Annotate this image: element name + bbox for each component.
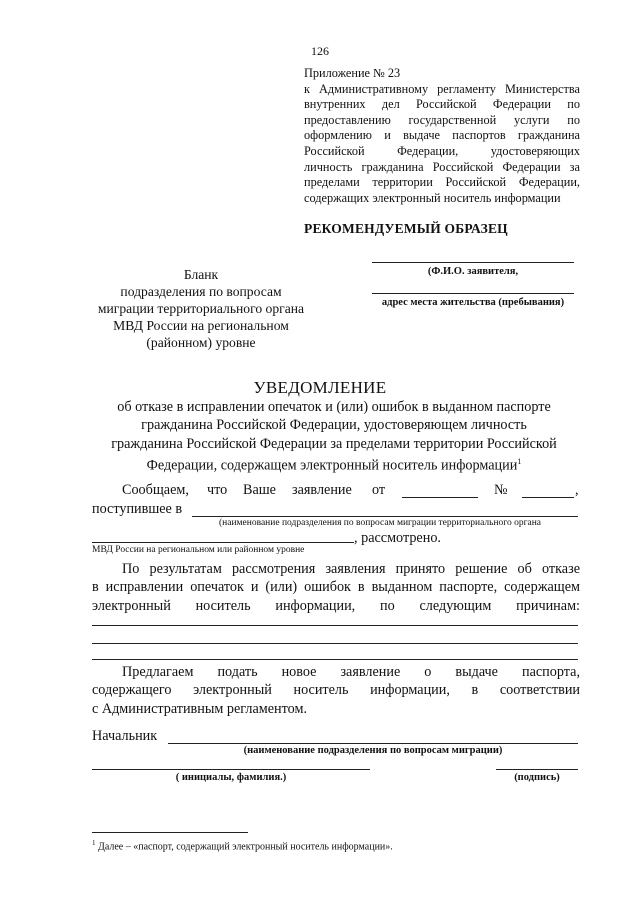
annex-line: содержащих электронный носитель информации — [304, 190, 561, 205]
subtitle-line: гражданина Российской Федерации за пределами территории Российской — [111, 435, 557, 452]
page-number: 126 — [311, 44, 329, 58]
annex-line: оформлению и выдаче паспортов гражданина — [304, 128, 580, 143]
department-letterhead — [86, 266, 316, 351]
applicant-name-line — [372, 262, 574, 263]
letterhead-line: МВД России на региональном — [113, 318, 289, 333]
chief-name-caption: ( инициалы, фамилия.) — [175, 772, 287, 783]
report-word: от — [372, 482, 386, 498]
offer-line: содержащего электронный носитель информации, в соответствии — [92, 682, 580, 699]
report-word: Сообщаем, — [122, 482, 189, 498]
decision-line: По результатам рассмотрения заявления принято решение об отказе — [122, 561, 580, 577]
letterhead-line: миграции территориального органа — [97, 301, 305, 316]
report-word: Ваше — [243, 482, 276, 498]
signature-line[interactable] — [496, 769, 578, 770]
application-date-line[interactable] — [402, 497, 478, 498]
chief-department-caption: (наименование подразделения по вопросам миграции) — [243, 745, 503, 756]
annex-line: предоставлению государственной услуги по — [304, 112, 580, 127]
annex-header — [304, 66, 580, 206]
mvd-caption: МВД России на региональном или районном уровне — [92, 545, 305, 555]
footnote-mark: 1 — [92, 839, 96, 847]
department-line[interactable] — [192, 516, 578, 517]
decision-line: в исправлении опечаток и (или) ошибок в выданном паспорте, содержащем — [92, 579, 580, 596]
reason-line[interactable] — [92, 643, 578, 644]
letterhead-line: подразделения по вопросам — [120, 284, 282, 299]
footnote-reference: 1 — [517, 457, 522, 467]
report-word: заявление — [292, 482, 352, 498]
recommended-sample-heading: РЕКОМЕНДУЕМЫЙ ОБРАЗЕЦ — [304, 221, 508, 236]
reviewed-text: , рассмотрено. — [354, 530, 441, 546]
received-in-label: поступившее в — [92, 501, 183, 517]
applicant-address-line — [372, 293, 574, 294]
report-comma: , — [575, 482, 579, 498]
subtitle-line — [96, 453, 572, 475]
department-line-2[interactable] — [92, 542, 354, 543]
decision-paragraph — [92, 560, 580, 615]
footnote — [92, 839, 393, 852]
subtitle-line: об отказе в исправлении опечаток и (или) ошибок в выданном паспорте — [117, 399, 551, 415]
annex-line: Российской Федерации, удостоверяющих — [304, 143, 580, 158]
footnote-text: Далее – «паспорт, содержащий электронный носитель информации». — [95, 841, 393, 853]
signature-caption: (подпись) — [514, 772, 560, 783]
annex-line: пределами территории Российской Федерации, — [304, 175, 580, 190]
offer-line: с Административным регламентом. — [92, 700, 307, 717]
footnote-separator — [92, 832, 248, 833]
department-caption: (наименование подразделения по вопросам миграции территориального органа — [219, 518, 541, 528]
application-number-line[interactable] — [522, 497, 574, 498]
annex-line: личность гражданина Российской Федерации за — [304, 159, 580, 174]
decision-line: электронный носитель информации, по следующим причинам: — [92, 597, 580, 614]
subtitle-line: гражданина Российской Федерации, удостоверяющем личность — [141, 417, 527, 434]
reason-line[interactable] — [92, 625, 578, 626]
annex-number: Приложение № 23 — [304, 66, 401, 80]
subtitle-last: Федерации, содержащем электронный носитель информации — [146, 457, 518, 474]
reason-line[interactable] — [92, 659, 578, 660]
chief-department-line[interactable] — [168, 743, 578, 744]
chief-label: Начальник — [92, 728, 158, 744]
offer-paragraph — [92, 663, 580, 718]
chief-name-line[interactable] — [92, 769, 370, 770]
document-title: УВЕДОМЛЕНИЕ — [253, 378, 387, 397]
number-sign: № — [494, 482, 508, 498]
applicant-address-caption: адрес места жительства (пребывания) — [381, 297, 565, 308]
annex-line: внутренних дел Российской Федерации по — [304, 97, 580, 112]
applicant-name-caption: (Ф.И.О. заявителя, — [427, 266, 519, 277]
document-subtitle — [96, 398, 572, 475]
letterhead-line: Бланк — [183, 267, 219, 282]
annex-line: к Административному регламенту Министерства — [304, 81, 580, 96]
letterhead-line: (районном) уровне — [146, 335, 256, 350]
offer-line: Предлагаем подать новое заявление о выдаче паспорта, — [122, 664, 580, 680]
report-word: что — [207, 482, 228, 498]
